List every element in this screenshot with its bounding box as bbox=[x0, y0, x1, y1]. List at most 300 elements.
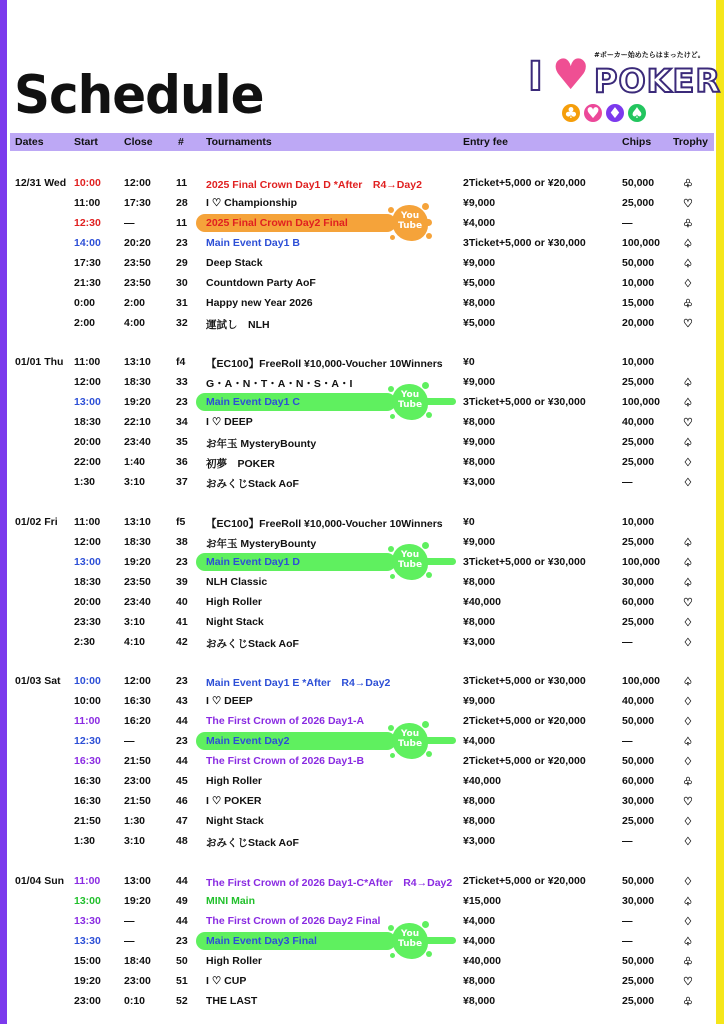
row-close-time: 16:30 bbox=[124, 694, 151, 707]
row-trophy-icon: ♤ bbox=[683, 396, 693, 409]
row-trophy-icon: ♤ bbox=[683, 237, 693, 250]
row-start-time: 2:00 bbox=[74, 316, 96, 329]
row-trophy-icon: ♡ bbox=[683, 416, 693, 429]
row-entry-fee: 2Ticket+5,000 or ¥20,000 bbox=[463, 177, 586, 189]
row-tournament-name: G・A・N・T・A・N・S・A・I bbox=[206, 377, 353, 390]
row-close-time: — bbox=[124, 216, 135, 229]
table-row bbox=[0, 952, 724, 970]
row-event-number: 36 bbox=[176, 455, 188, 468]
row-event-number: 11 bbox=[176, 216, 188, 229]
row-start-time: 19:20 bbox=[74, 974, 101, 987]
row-tournament-name: Main Event Day3 Final bbox=[206, 934, 317, 947]
row-event-number: 44 bbox=[176, 754, 188, 767]
row-start-time: 13:00 bbox=[74, 395, 101, 408]
row-chips: 50,000 bbox=[622, 875, 655, 887]
row-tournament-name: High Roller bbox=[206, 774, 263, 787]
row-start-time: 16:30 bbox=[74, 754, 101, 767]
row-chips: 50,000 bbox=[622, 177, 655, 189]
row-start-time: 0:00 bbox=[74, 296, 96, 309]
row-tournament-name: I ♡ POKER bbox=[206, 794, 262, 807]
row-entry-fee: ¥3,000 bbox=[463, 475, 496, 488]
table-row bbox=[0, 712, 724, 730]
table-row bbox=[0, 294, 724, 312]
row-trophy-icon: ♢ bbox=[683, 715, 693, 728]
logo-suits bbox=[562, 104, 646, 122]
row-close-time: 12:00 bbox=[124, 675, 151, 687]
row-entry-fee: ¥4,000 bbox=[463, 216, 496, 229]
row-close-time: 2:00 bbox=[124, 296, 146, 309]
header-dates: Dates bbox=[15, 136, 44, 148]
row-tournament-name: I ♡ Championship bbox=[206, 196, 298, 209]
splash-drop bbox=[422, 382, 429, 389]
youtube-label: You Tube bbox=[397, 549, 423, 570]
row-event-number: 51 bbox=[176, 974, 188, 987]
row-chips: — bbox=[622, 914, 633, 927]
row-start-time: 11:00 bbox=[74, 516, 101, 528]
row-entry-fee: ¥4,000 bbox=[463, 934, 496, 947]
row-close-time: 13:00 bbox=[124, 875, 151, 887]
row-entry-fee: ¥8,000 bbox=[463, 994, 496, 1007]
row-tournament-name: The First Crown of 2026 Day1-A bbox=[206, 714, 365, 727]
row-entry-fee: 2Ticket+5,000 or ¥20,000 bbox=[463, 754, 586, 767]
row-entry-fee: ¥8,000 bbox=[463, 615, 496, 628]
row-start-time: 20:00 bbox=[74, 595, 101, 608]
row-start-time: 12:00 bbox=[74, 535, 101, 548]
row-event-number: 48 bbox=[176, 834, 188, 847]
header-chips: Chips bbox=[622, 136, 652, 148]
row-close-time: 23:40 bbox=[124, 435, 151, 448]
row-chips: 25,000 bbox=[622, 455, 655, 468]
header-number: # bbox=[178, 136, 184, 148]
row-start-time: 13:00 bbox=[74, 555, 101, 568]
row-chips: 100,000 bbox=[622, 675, 660, 687]
row-start-time: 10:00 bbox=[74, 694, 101, 707]
header-trophy: Trophy bbox=[673, 136, 709, 148]
row-trophy-icon: ♤ bbox=[683, 676, 693, 688]
row-close-time: 19:20 bbox=[124, 555, 151, 568]
row-close-time: 4:00 bbox=[124, 316, 146, 329]
row-trophy-icon: ♧ bbox=[683, 217, 693, 230]
row-chips: 40,000 bbox=[622, 415, 655, 428]
row-entry-fee: 3Ticket+5,000 or ¥30,000 bbox=[463, 395, 586, 408]
table-row bbox=[0, 389, 724, 411]
row-tournament-name: 2025 Final Crown Day2 Final bbox=[206, 216, 348, 229]
row-tournament-name: Main Event Day1 E *After R4→Day2 bbox=[206, 677, 391, 689]
row-close-time: 23:50 bbox=[124, 276, 151, 289]
row-start-time: 17:30 bbox=[74, 256, 101, 269]
row-event-number: 23 bbox=[176, 675, 188, 687]
row-event-number: f5 bbox=[176, 516, 186, 528]
row-entry-fee: ¥9,000 bbox=[463, 694, 496, 707]
youtube-label: You Tube bbox=[397, 928, 423, 949]
row-entry-fee: ¥8,000 bbox=[463, 814, 496, 827]
heart-icon: ♥ bbox=[552, 50, 590, 99]
row-event-number: 43 bbox=[176, 694, 188, 707]
splash-drop bbox=[422, 921, 429, 928]
row-close-time: 23:40 bbox=[124, 595, 151, 608]
row-trophy-icon: ♢ bbox=[683, 835, 693, 848]
row-close-time: 23:50 bbox=[124, 575, 151, 588]
row-chips: — bbox=[622, 934, 633, 947]
table-row bbox=[0, 812, 724, 830]
row-close-time: 1:30 bbox=[124, 814, 146, 827]
row-event-number: 37 bbox=[176, 475, 188, 488]
row-start-time: 13:30 bbox=[74, 934, 101, 947]
row-start-time: 18:30 bbox=[74, 415, 101, 428]
table-row bbox=[0, 972, 724, 990]
row-entry-fee: ¥5,000 bbox=[463, 316, 496, 329]
row-start-time: 18:30 bbox=[74, 575, 101, 588]
logo-tagline: #ポーカー始めたらはまったけど。 bbox=[594, 51, 705, 59]
table-row bbox=[0, 373, 724, 391]
row-date: 01/01 Thu bbox=[15, 356, 64, 368]
right-accent-bar bbox=[716, 0, 724, 1024]
row-trophy-icon: ♤ bbox=[683, 257, 693, 270]
table-row bbox=[0, 692, 724, 710]
row-date: 01/02 Fri bbox=[15, 516, 58, 528]
row-entry-fee: ¥8,000 bbox=[463, 794, 496, 807]
left-accent-bar bbox=[0, 0, 7, 1024]
row-tournament-name: 【EC100】FreeRoll ¥10,000-Voucher 10Winners bbox=[206, 518, 443, 530]
row-chips: 25,000 bbox=[622, 435, 655, 448]
row-start-time: 12:30 bbox=[74, 216, 101, 229]
row-start-time: 11:00 bbox=[74, 196, 101, 209]
row-event-number: 30 bbox=[176, 276, 188, 289]
table-row bbox=[0, 174, 724, 192]
table-row bbox=[0, 314, 724, 332]
row-trophy-icon: ♢ bbox=[683, 476, 693, 489]
row-tournament-name: Main Event Day1 D bbox=[206, 555, 300, 568]
row-close-time: — bbox=[124, 914, 135, 927]
row-start-time: 11:00 bbox=[74, 356, 101, 368]
row-chips: 30,000 bbox=[622, 894, 655, 907]
row-close-time: 18:30 bbox=[124, 375, 151, 388]
table-row bbox=[0, 728, 724, 750]
row-chips: 50,000 bbox=[622, 714, 655, 727]
row-entry-fee: ¥3,000 bbox=[463, 834, 496, 847]
row-event-number: 45 bbox=[176, 774, 188, 787]
row-trophy-icon: ♧ bbox=[683, 775, 693, 788]
logo-word: POKER bbox=[594, 62, 721, 100]
row-event-number: 28 bbox=[176, 196, 188, 209]
row-tournament-name: Night Stack bbox=[206, 615, 264, 628]
row-tournament-name: Main Event Day2 bbox=[206, 734, 290, 747]
row-tournament-name: Main Event Day1 B bbox=[206, 236, 300, 249]
row-chips: 100,000 bbox=[622, 236, 660, 249]
table-row bbox=[0, 413, 724, 431]
row-entry-fee: ¥9,000 bbox=[463, 196, 496, 209]
row-event-number: 52 bbox=[176, 994, 188, 1007]
row-chips: 25,000 bbox=[622, 375, 655, 388]
row-trophy-icon: ♢ bbox=[683, 456, 693, 469]
row-entry-fee: ¥4,000 bbox=[463, 734, 496, 747]
youtube-label: You Tube bbox=[397, 728, 423, 749]
row-trophy-icon: ♢ bbox=[683, 815, 693, 828]
row-start-time: 14:00 bbox=[74, 236, 101, 249]
row-event-number: 46 bbox=[176, 794, 188, 807]
row-start-time: 2:30 bbox=[74, 635, 96, 648]
row-chips: 25,000 bbox=[622, 994, 655, 1007]
table-row bbox=[0, 194, 724, 212]
row-close-time: 1:40 bbox=[124, 455, 146, 468]
row-close-time: 18:30 bbox=[124, 535, 151, 548]
row-trophy-icon: ♧ bbox=[683, 297, 693, 310]
row-entry-fee: ¥40,000 bbox=[463, 954, 501, 967]
row-start-time: 10:00 bbox=[74, 177, 101, 189]
row-entry-fee: ¥8,000 bbox=[463, 296, 496, 309]
row-entry-fee: ¥0 bbox=[463, 356, 475, 368]
splash-drop bbox=[422, 203, 429, 210]
row-close-time: 23:00 bbox=[124, 774, 151, 787]
table-row bbox=[0, 210, 724, 232]
row-event-number: 35 bbox=[176, 435, 188, 448]
table-row bbox=[0, 672, 724, 690]
row-trophy-icon: ♢ bbox=[683, 915, 693, 928]
row-start-time: 21:50 bbox=[74, 814, 101, 827]
row-close-time: 19:20 bbox=[124, 395, 151, 408]
row-trophy-icon: ♤ bbox=[683, 536, 693, 549]
row-chips: 60,000 bbox=[622, 595, 655, 608]
row-chips: 50,000 bbox=[622, 754, 655, 767]
row-trophy-icon: ♢ bbox=[683, 277, 693, 290]
row-entry-fee: ¥5,000 bbox=[463, 276, 496, 289]
row-start-time: 11:00 bbox=[74, 875, 101, 887]
i-love-poker-logo bbox=[528, 50, 721, 130]
row-entry-fee: ¥3,000 bbox=[463, 635, 496, 648]
row-close-time: 3:10 bbox=[124, 834, 146, 847]
row-close-time: — bbox=[124, 934, 135, 947]
row-entry-fee: ¥8,000 bbox=[463, 575, 496, 588]
table-row bbox=[0, 832, 724, 850]
table-row bbox=[0, 752, 724, 770]
row-close-time: 23:00 bbox=[124, 974, 151, 987]
row-entry-fee: ¥0 bbox=[463, 516, 475, 528]
row-entry-fee: ¥9,000 bbox=[463, 535, 496, 548]
row-close-time: 3:10 bbox=[124, 615, 146, 628]
row-entry-fee: ¥9,000 bbox=[463, 435, 496, 448]
row-start-time: 15:00 bbox=[74, 954, 101, 967]
row-trophy-icon: ♡ bbox=[683, 596, 693, 609]
page-title: Schedule bbox=[14, 64, 264, 126]
row-tournament-name: The First Crown of 2026 Day2 Final bbox=[206, 914, 381, 927]
row-close-time: 3:10 bbox=[124, 475, 146, 488]
row-chips: 10,000 bbox=[622, 276, 655, 289]
row-trophy-icon: ♢ bbox=[683, 695, 693, 708]
row-entry-fee: ¥40,000 bbox=[463, 774, 501, 787]
row-chips: — bbox=[622, 475, 633, 488]
row-tournament-name: I ♡ DEEP bbox=[206, 694, 253, 707]
row-tournament-name: お年玉 MysteryBounty bbox=[206, 537, 317, 550]
row-event-number: 40 bbox=[176, 595, 188, 608]
row-tournament-name: The First Crown of 2026 Day1-B bbox=[206, 754, 365, 767]
table-row bbox=[0, 274, 724, 292]
row-chips: 25,000 bbox=[622, 535, 655, 548]
row-chips: 25,000 bbox=[622, 196, 655, 209]
row-entry-fee: 3Ticket+5,000 or ¥30,000 bbox=[463, 555, 586, 568]
row-date: 01/04 Sun bbox=[15, 875, 65, 887]
row-close-time: — bbox=[124, 734, 135, 747]
row-close-time: 20:20 bbox=[124, 236, 151, 249]
table-row bbox=[0, 792, 724, 810]
row-trophy-icon: ♧ bbox=[683, 995, 693, 1008]
header-close: Close bbox=[124, 136, 153, 148]
row-start-time: 11:00 bbox=[74, 714, 101, 727]
row-start-time: 20:00 bbox=[74, 435, 101, 448]
row-close-time: 13:10 bbox=[124, 516, 151, 528]
row-event-number: 50 bbox=[176, 954, 188, 967]
row-start-time: 1:30 bbox=[74, 834, 96, 847]
header-entry-fee: Entry fee bbox=[463, 136, 508, 148]
row-close-time: 16:20 bbox=[124, 714, 151, 727]
row-date: 12/31 Wed bbox=[15, 177, 67, 189]
row-tournament-name: Happy new Year 2026 bbox=[206, 296, 313, 309]
row-event-number: 23 bbox=[176, 734, 188, 747]
row-start-time: 23:30 bbox=[74, 615, 101, 628]
row-close-time: 21:50 bbox=[124, 754, 151, 767]
row-tournament-name: 【EC100】FreeRoll ¥10,000-Voucher 10Winners bbox=[206, 358, 443, 370]
table-row bbox=[0, 772, 724, 790]
heart-suit-icon: ♥ bbox=[584, 104, 602, 122]
table-row bbox=[0, 549, 724, 571]
row-event-number: 34 bbox=[176, 415, 188, 428]
row-close-time: 19:20 bbox=[124, 894, 151, 907]
row-trophy-icon: ♤ bbox=[683, 895, 693, 908]
row-tournament-name: Night Stack bbox=[206, 814, 264, 827]
row-start-time: 23:00 bbox=[74, 994, 101, 1007]
row-tournament-name: I ♡ CUP bbox=[206, 974, 247, 987]
row-trophy-icon: ♡ bbox=[683, 795, 693, 808]
row-chips: 20,000 bbox=[622, 316, 655, 329]
row-start-time: 16:30 bbox=[74, 774, 101, 787]
row-event-number: 23 bbox=[176, 555, 188, 568]
row-event-number: 44 bbox=[176, 875, 188, 887]
row-entry-fee: ¥9,000 bbox=[463, 256, 496, 269]
row-event-number: 23 bbox=[176, 236, 188, 249]
row-tournament-name: おみくじStack AoF bbox=[206, 836, 299, 849]
row-trophy-icon: ♤ bbox=[683, 556, 693, 569]
row-trophy-icon: ♡ bbox=[683, 317, 693, 330]
row-chips: 100,000 bbox=[622, 395, 660, 408]
table-row bbox=[0, 453, 724, 471]
row-event-number: 49 bbox=[176, 894, 188, 907]
row-tournament-name: お年玉 MysteryBounty bbox=[206, 437, 317, 450]
row-trophy-icon: ♢ bbox=[683, 876, 693, 888]
row-close-time: 13:10 bbox=[124, 356, 151, 368]
row-trophy-icon: ♢ bbox=[683, 755, 693, 768]
row-tournament-name: The First Crown of 2026 Day1-C*After R4→Day2 bbox=[206, 877, 453, 889]
row-chips: 25,000 bbox=[622, 974, 655, 987]
row-chips: 100,000 bbox=[622, 555, 660, 568]
row-start-time: 1:30 bbox=[74, 475, 96, 488]
row-start-time: 16:30 bbox=[74, 794, 101, 807]
row-event-number: f4 bbox=[176, 356, 186, 368]
row-entry-fee: 3Ticket+5,000 or ¥30,000 bbox=[463, 236, 586, 249]
row-chips: 40,000 bbox=[622, 694, 655, 707]
table-header bbox=[10, 133, 714, 151]
table-row bbox=[0, 928, 724, 950]
row-event-number: 38 bbox=[176, 535, 188, 548]
row-chips: — bbox=[622, 216, 633, 229]
table-row bbox=[0, 533, 724, 551]
row-trophy-icon: ♢ bbox=[683, 616, 693, 629]
row-event-number: 44 bbox=[176, 714, 188, 727]
table-row bbox=[0, 353, 724, 371]
row-start-time: 13:30 bbox=[74, 914, 101, 927]
row-close-time: 18:40 bbox=[124, 954, 151, 967]
table-row bbox=[0, 992, 724, 1010]
row-event-number: 41 bbox=[176, 615, 188, 628]
row-close-time: 17:30 bbox=[124, 196, 151, 209]
row-chips: 25,000 bbox=[622, 814, 655, 827]
diamond-icon: ♦ bbox=[606, 104, 624, 122]
row-trophy-icon: ♡ bbox=[683, 975, 693, 988]
row-start-time: 12:30 bbox=[74, 734, 101, 747]
youtube-label: You Tube bbox=[397, 210, 423, 231]
row-chips: 10,000 bbox=[622, 356, 655, 368]
row-date: 01/03 Sat bbox=[15, 675, 61, 687]
splash-drop bbox=[422, 542, 429, 549]
spade-icon: ♠ bbox=[628, 104, 646, 122]
row-trophy-icon: ♤ bbox=[683, 436, 693, 449]
row-tournament-name: Main Event Day1 C bbox=[206, 395, 300, 408]
table-row bbox=[0, 513, 724, 531]
row-event-number: 31 bbox=[176, 296, 188, 309]
row-tournament-name: High Roller bbox=[206, 595, 263, 608]
row-chips: 50,000 bbox=[622, 256, 655, 269]
row-event-number: 23 bbox=[176, 934, 188, 947]
row-tournament-name: 2025 Final Crown Day1 D *After R4→Day2 bbox=[206, 179, 422, 191]
row-chips: 30,000 bbox=[622, 575, 655, 588]
row-entry-fee: ¥40,000 bbox=[463, 595, 501, 608]
row-close-time: 21:50 bbox=[124, 794, 151, 807]
row-entry-fee: 2Ticket+5,000 or ¥20,000 bbox=[463, 714, 586, 727]
table-row bbox=[0, 912, 724, 930]
row-entry-fee: ¥15,000 bbox=[463, 894, 501, 907]
row-close-time: 23:50 bbox=[124, 256, 151, 269]
table-row bbox=[0, 613, 724, 631]
row-trophy-icon: ♧ bbox=[683, 178, 693, 190]
row-entry-fee: 2Ticket+5,000 or ¥20,000 bbox=[463, 875, 586, 887]
table-row bbox=[0, 573, 724, 591]
row-start-time: 10:00 bbox=[74, 675, 101, 687]
row-start-time: 21:30 bbox=[74, 276, 101, 289]
splash-drop bbox=[422, 721, 429, 728]
row-trophy-icon: ♤ bbox=[683, 735, 693, 748]
table-row bbox=[0, 254, 724, 272]
row-tournament-name: 運試し NLH bbox=[206, 318, 270, 331]
row-entry-fee: ¥4,000 bbox=[463, 914, 496, 927]
row-tournament-name: Countdown Party AoF bbox=[206, 276, 316, 289]
row-tournament-name: THE LAST bbox=[206, 994, 258, 1007]
header-tournaments: Tournaments bbox=[206, 136, 272, 148]
table-row bbox=[0, 234, 724, 252]
row-trophy-icon: ♤ bbox=[683, 376, 693, 389]
youtube-label: You Tube bbox=[397, 389, 423, 410]
row-event-number: 23 bbox=[176, 395, 188, 408]
row-close-time: 4:10 bbox=[124, 635, 146, 648]
row-close-time: 0:10 bbox=[124, 994, 146, 1007]
row-chips: 10,000 bbox=[622, 516, 655, 528]
row-entry-fee: ¥8,000 bbox=[463, 455, 496, 468]
row-entry-fee: ¥9,000 bbox=[463, 375, 496, 388]
row-tournament-name: おみくじStack AoF bbox=[206, 477, 299, 490]
row-chips: 30,000 bbox=[622, 794, 655, 807]
row-close-time: 12:00 bbox=[124, 177, 151, 189]
row-start-time: 13:00 bbox=[74, 894, 101, 907]
row-entry-fee: ¥8,000 bbox=[463, 974, 496, 987]
row-trophy-icon: ♢ bbox=[683, 636, 693, 649]
row-chips: 60,000 bbox=[622, 774, 655, 787]
